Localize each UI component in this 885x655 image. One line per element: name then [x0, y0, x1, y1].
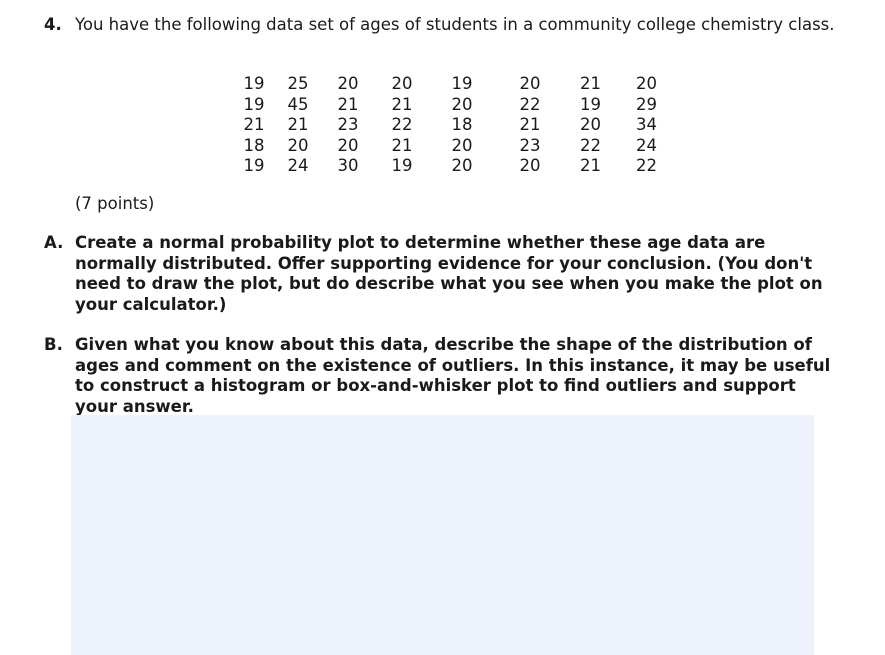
table-cell: 20	[451, 135, 473, 155]
table-cell: 34	[636, 115, 657, 134]
table-cell: 20	[287, 135, 309, 155]
table-cell: 20	[337, 74, 359, 93]
table-cell: 20	[636, 74, 657, 93]
table-cell: 18	[243, 135, 265, 155]
table-row	[230, 156, 674, 177]
question-header	[44, 14, 844, 35]
table-row	[230, 74, 674, 95]
question-number: 4.	[44, 15, 62, 34]
table-cell: 20	[337, 135, 359, 155]
table-row	[230, 136, 674, 157]
table-cell: 19	[451, 74, 473, 93]
table-cell: 20	[519, 156, 541, 175]
table-cell: 25	[287, 74, 309, 93]
table-row	[230, 115, 674, 136]
table-cell: 20	[519, 74, 541, 93]
part-b	[44, 335, 834, 417]
table-cell: 19	[243, 156, 265, 175]
ages-data-table	[230, 74, 674, 177]
table-cell: 30	[337, 156, 359, 175]
table-cell: 22	[519, 94, 541, 114]
table-cell: 45	[287, 94, 309, 114]
table-cell: 21	[243, 115, 265, 134]
table-cell: 24	[636, 135, 657, 155]
table-cell: 21	[391, 94, 413, 114]
table-cell: 19	[243, 74, 265, 93]
table-cell: 19	[580, 94, 601, 114]
part-a-text: Create a normal probability plot to determine whether these age data are normally distributed. Offer supporting evidence for your conclusion. (You don't need to draw the plot, but do describe what you see when you make the plot on your calculator.)	[75, 233, 823, 314]
table-cell: 20	[391, 74, 413, 93]
table-cell: 23	[519, 135, 541, 155]
table-cell: 19	[391, 156, 413, 175]
table-cell: 21	[391, 135, 413, 155]
table-cell: 22	[636, 156, 657, 175]
part-b-letter: B.	[44, 335, 63, 354]
part-a-letter: A.	[44, 233, 64, 252]
table-cell: 20	[580, 115, 601, 134]
table-cell: 23	[337, 115, 359, 134]
table-cell: 21	[580, 74, 601, 93]
points-label: (7 points)	[75, 194, 155, 213]
part-a	[44, 233, 834, 315]
question-text: You have the following data set of ages of students in a community college chemistry class.	[75, 15, 835, 34]
part-b-text: Given what you know about this data, describe the shape of the distribution of ages and comment on the existence of outliers. In this instance, it may be useful to construct a histogram or box-and-whisker plot to find outliers and support your answer.	[75, 335, 831, 416]
table-cell: 21	[580, 156, 601, 175]
table-cell: 19	[243, 94, 265, 114]
table-cell: 22	[391, 115, 413, 134]
answer-textarea[interactable]	[71, 415, 814, 655]
table-cell: 21	[337, 94, 359, 114]
table-cell: 20	[451, 94, 473, 114]
table-cell: 22	[580, 135, 601, 155]
table-cell: 29	[636, 94, 657, 114]
table-cell: 21	[287, 115, 309, 134]
table-cell: 18	[451, 115, 473, 134]
table-cell: 24	[287, 156, 309, 175]
table-cell: 21	[519, 115, 541, 134]
table-cell: 20	[451, 156, 473, 175]
table-row	[230, 95, 674, 116]
